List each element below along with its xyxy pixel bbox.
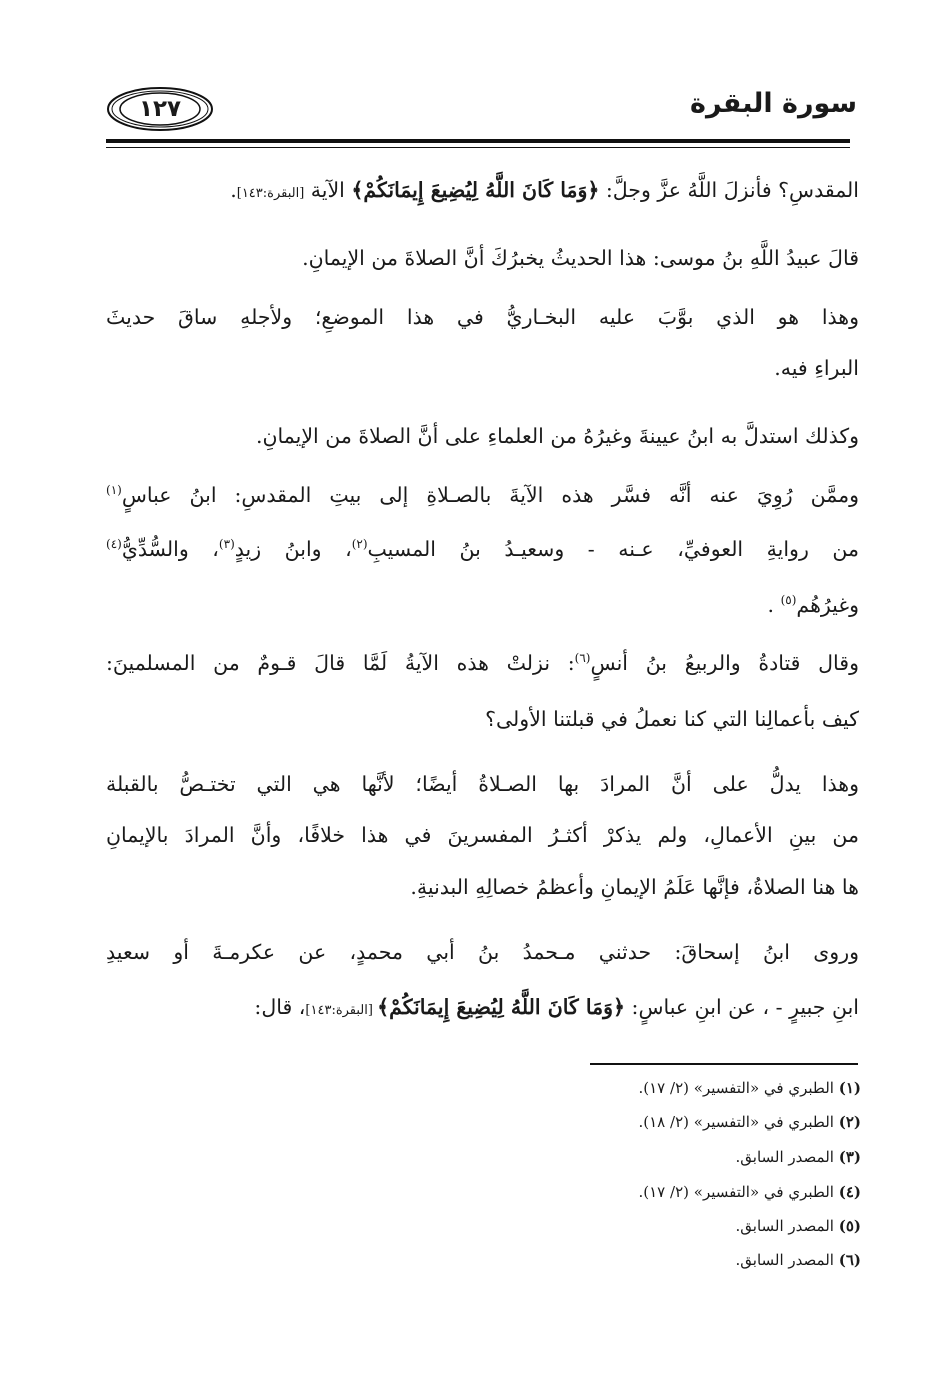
surah-title: سورة البقرة xyxy=(690,88,857,119)
text-run: الآية xyxy=(304,178,352,202)
footnote-marker: (٤) xyxy=(106,537,122,552)
footnote-marker: (٦) xyxy=(574,651,591,666)
text-line-3 xyxy=(106,300,859,334)
text-run: . xyxy=(230,178,237,202)
page-number: ١٢٧ xyxy=(138,96,182,122)
text-run: البراءِ فيه. xyxy=(774,356,859,380)
text-line-4 xyxy=(774,351,859,385)
text-run: ابنِ جبيرٍ - ، عن ابنِ عباسٍ: xyxy=(625,995,859,1019)
text-run: وقال قتادةُ والربيعُ بنُ أنسٍ xyxy=(590,651,859,675)
footnote-5 xyxy=(736,1214,862,1238)
text-run: قالَ عبيدُ اللَّهِ بنُ موسى: هذا الحديثُ يخبرُكَ أنَّ الصلاةَ من الإيمانِ. xyxy=(302,246,859,270)
text-run: وهذا يدلُّ على أنَّ المرادَ بها الصـلاةُ أيضًا؛ لأنَّها هي التي تختـصُّ بالقبلة xyxy=(106,772,859,796)
footnote-marker: (١) xyxy=(106,483,122,498)
text-run: ها هنا الصلاةُ، فإنَّها عَلَمُ الإيمانِ وأعظمُ خصالِهِ البدنيةِ. xyxy=(410,875,859,899)
footnote-6 xyxy=(736,1248,862,1272)
footnote-marker: (٥) xyxy=(780,593,797,608)
text-line-7 xyxy=(106,532,859,566)
text-run: وروى ابنُ إسحاقَ: حدثني مـحمدُ بنُ أبي محمدٍ، عن عكرمـةَ أو سعيدِ xyxy=(106,940,859,964)
footnote-number: (٦) xyxy=(838,1251,861,1269)
text-line-8 xyxy=(768,588,859,622)
footnote-2 xyxy=(639,1110,862,1134)
text-run: ، وابنُ زيدٍ xyxy=(234,537,352,561)
text-run: . xyxy=(767,593,781,617)
quran-verse: ﴿وَمَا كَانَ اللَّهُ لِيُضِيعَ إِيمَانَكُمْ﴾ xyxy=(351,178,600,202)
text-run: وهذا هو الذي بوَّبَ عليه البخـاريُّ في هذا الموضعِ؛ ولأجلهِ ساقَ حديثَ xyxy=(106,305,859,329)
text-run: وغيرُهُم xyxy=(796,593,859,617)
verse-reference: [البقرة:١٤٣] xyxy=(236,186,305,201)
text-run: من بينِ الأعمالِ، ولم يذكرْ أكثـرُ المفسرينَ في هذا خلافًا، وأنَّ المرادَ بالإيمانِ xyxy=(106,823,859,847)
text-line-12 xyxy=(106,818,859,852)
footnote-4 xyxy=(639,1180,862,1204)
text-line-10 xyxy=(485,702,859,736)
footnote-text: المصدر السابق. xyxy=(735,1251,839,1269)
text-line-6 xyxy=(106,478,859,512)
text-run: : نزلتْ هذه الآيةُ لَمَّا قالَ قـومٌ من المسلمينَ: xyxy=(106,651,575,675)
footnote-number: (٢) xyxy=(838,1113,861,1131)
footnote-1 xyxy=(639,1076,862,1100)
text-run: ، والسُّدِّيُّ xyxy=(121,537,219,561)
footnote-3 xyxy=(736,1145,862,1169)
quran-verse: ﴿وَمَا كَانَ اللَّهُ لِيُضِيعَ إِيمَانَكُمْ﴾ xyxy=(377,995,626,1019)
text-line-11 xyxy=(106,767,859,801)
text-line-5 xyxy=(256,419,859,453)
footnote-text: المصدر السابق. xyxy=(735,1148,839,1166)
footnote-number: (٤) xyxy=(838,1183,861,1201)
footnote-marker: (٣) xyxy=(218,537,235,552)
verse-reference: [البقرة:١٤٣] xyxy=(305,1003,378,1018)
text-line-9 xyxy=(106,646,859,680)
header-rule-thick xyxy=(106,139,850,143)
footnote-number: (٥) xyxy=(838,1217,861,1235)
text-run: وممَّن رُوِيَ عنه أنَّه فسَّر هذه الآيةَ بالصـلاةِ إلى بيتِ المقدسِ: ابنُ عباسٍ xyxy=(121,483,859,507)
text-run: من روايةِ العوفيِّ، عـنه - وسعيـدُ بنُ المسيبِ xyxy=(367,537,859,561)
footnote-text: الطبري في «التفسير» (٢/ ١٧). xyxy=(638,1183,839,1201)
footnote-marker: (٢) xyxy=(351,537,368,552)
text-line-2 xyxy=(302,241,859,275)
text-line-15 xyxy=(254,990,859,1024)
text-run: ، قال: xyxy=(254,995,306,1019)
text-run: المقدسِ؟ فأنزلَ اللَّهُ عزَّ وجلَّ: xyxy=(599,178,859,202)
footnote-number: (٣) xyxy=(838,1148,861,1166)
text-line-13 xyxy=(410,870,859,904)
footnote-text: المصدر السابق. xyxy=(735,1217,839,1235)
text-run: كيف بأعمالِنا التي كنا نعملُ في قبلتنا الأولى؟ xyxy=(485,707,859,731)
text-line-1 xyxy=(230,173,859,207)
page-number-badge xyxy=(106,86,214,132)
text-line-14 xyxy=(106,935,859,969)
footnote-text: الطبري في «التفسير» (٢/ ١٨). xyxy=(638,1113,839,1131)
footnote-number: (١) xyxy=(838,1079,861,1097)
header-rule-thin xyxy=(106,147,850,148)
text-run: وكذلك استدلَّ به ابنُ عيينةَ وغيرُهُ من العلماءِ على أنَّ الصلاةَ من الإيمانِ. xyxy=(255,424,859,448)
footnote-text: الطبري في «التفسير» (٢/ ١٧). xyxy=(638,1079,839,1097)
footnote-separator xyxy=(590,1063,858,1065)
